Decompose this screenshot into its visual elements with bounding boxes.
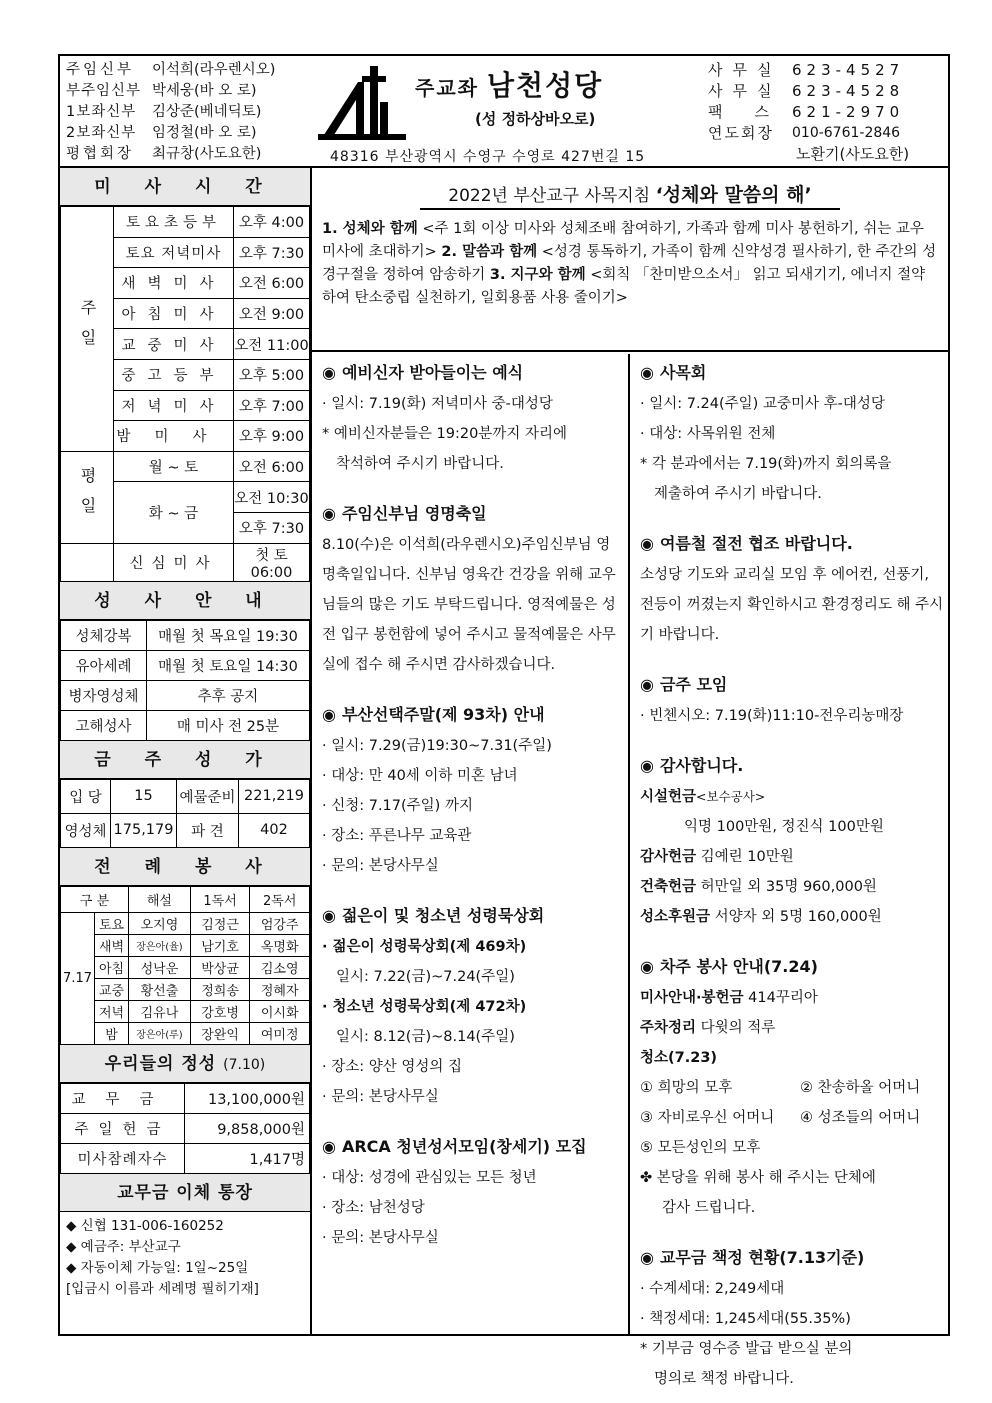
- notice-paragraph: 소성당 기도와 교리실 모임 후 에어컨, 선풍기, 전등이 꺼졌는지 확인하시고 환경정리도 해 주시기 바랍니다.: [640, 567, 944, 643]
- offering-value: 13,100,000원: [185, 1083, 310, 1113]
- bullet-icon: ◉: [322, 1137, 336, 1156]
- mass-time: 오전 6:00: [234, 268, 310, 299]
- mass-name: 교중미사: [114, 329, 234, 360]
- notice-title-text: 젊은이 및 청소년 성령묵상회: [341, 906, 545, 925]
- mass-name: 저녁미사: [114, 390, 234, 421]
- bullet-icon: ◉: [640, 1248, 654, 1267]
- contact-list: [708, 60, 910, 163]
- contact-label: 팩스: [708, 103, 801, 121]
- liturgy-mass: 토요: [95, 912, 129, 934]
- liturgy-mass: 교중: [95, 978, 129, 1000]
- staff-role: 2보좌신부: [66, 125, 137, 141]
- liturgy-person: 정혜자: [250, 978, 310, 1000]
- notice-line: · 문의: 본당사무실: [322, 1089, 439, 1105]
- table-row: [61, 1083, 310, 1113]
- mass-time: 오후 7:30: [234, 237, 310, 268]
- notice-title: [322, 702, 622, 725]
- notice-line: · 일시: 7.19(화) 저녁미사 중-대성당: [322, 396, 553, 412]
- notice-column-2: [630, 354, 948, 1387]
- cleaning-group: ① 희망의 모후: [640, 1080, 733, 1096]
- hymn-number: 175,179: [111, 813, 177, 847]
- contact-value: 623-4527: [792, 61, 905, 79]
- notice-title: [640, 753, 944, 776]
- notice-title-text: 주임신부님 영명축일: [341, 504, 487, 523]
- banner-text: <주 1회 이상 미사와 성체조배 참여하기, 가족과 함께 미사 봉헌하기, 쉬는 교우 미사에 초대하기>: [322, 221, 924, 260]
- notice-title-text: 예비신자 받아들이는 예식: [341, 363, 524, 382]
- banner-body: [322, 218, 938, 310]
- hymn-label: 예물준비: [177, 779, 239, 813]
- table-row: [61, 779, 310, 813]
- offerings-title-text: 우리들의 정성: [104, 1053, 217, 1074]
- liturgy-person: 장완익: [190, 1022, 250, 1044]
- mass-name: 화 ~ 금: [114, 482, 234, 543]
- notice-line: * 예비신자분들은 19:20분까지 자리에: [322, 426, 567, 442]
- liturgy-mass: 저녁: [95, 1000, 129, 1022]
- liturgy-header: 1독서: [190, 886, 250, 912]
- sacrament-value: 매월 첫 목요일 19:30: [147, 620, 310, 650]
- staff-name: 임정철(바 오 로): [152, 125, 257, 141]
- thanks-label: 감사헌금: [640, 849, 697, 865]
- notice-line: 일시: 7.22(금)~7.24(주일): [336, 969, 515, 985]
- notice-title: [322, 360, 622, 383]
- notice-line: · 장소: 푸른나무 교육관: [322, 828, 472, 844]
- notice-line: 착석하여 주시기 바랍니다.: [336, 456, 504, 472]
- notice-line: · 빈첸시오: 7.19(화)11:10-전우리농매장: [640, 708, 904, 724]
- mass-time: 오후 5:00: [234, 359, 310, 390]
- contact-label: 연도회장: [708, 124, 774, 142]
- hymn-number: 402: [239, 813, 310, 847]
- banner-title-emph: ‘성체와 말씀의 해’: [655, 184, 812, 206]
- mass-name: 새벽미사: [114, 268, 234, 299]
- hymn-title: 금 주 성 가: [60, 741, 310, 779]
- liturgy-person: 장은아(루): [129, 1022, 191, 1044]
- offerings-table: [60, 1083, 310, 1174]
- liturgy-table: [60, 886, 310, 1045]
- table-row: [61, 207, 310, 238]
- contact-name: 노환기(사도요한): [796, 145, 910, 163]
- sacrament-name: 성체강복: [61, 620, 147, 650]
- cleaning-group: ④ 성조들의 어머니: [800, 1110, 921, 1126]
- liturgy-mass: 아침: [95, 956, 129, 978]
- liturgy-header: 2독서: [250, 886, 310, 912]
- notice-title: [640, 672, 944, 695]
- bullet-icon: ◉: [640, 957, 654, 976]
- notice-line: · 대상: 성경에 관심있는 모든 청년: [322, 1170, 537, 1186]
- weekday-label: 평일: [61, 451, 114, 543]
- liturgy-header: 해설: [129, 886, 191, 912]
- hymn-table: [60, 779, 310, 848]
- mass-name: 아침미사: [114, 298, 234, 329]
- notice-title-text: 차주 봉사 안내(7.24): [659, 957, 818, 976]
- liturgy-person: 김유나: [129, 1000, 191, 1022]
- notice-line: · 청소년 성령묵상회(제 472차): [322, 999, 527, 1015]
- staff-row: [66, 60, 275, 81]
- service-value: 414꾸리아: [743, 990, 818, 1006]
- liturgy-person: 장은아(율): [129, 934, 191, 956]
- contact-row: [708, 81, 904, 102]
- notice-line: · 장소: 양산 영성의 집: [322, 1059, 462, 1075]
- staff-name: 김상준(베네딕토): [152, 104, 262, 120]
- table-row: [61, 813, 310, 847]
- notice-title: [322, 903, 622, 926]
- sacraments-table: [60, 620, 310, 741]
- mass-name: 토요 저녁미사: [114, 237, 234, 268]
- left-column: [60, 168, 312, 1336]
- staff-name: 이석희(라우렌시오): [152, 62, 276, 78]
- liturgy-person: 이시화: [250, 1000, 310, 1022]
- bank-title: 교무금 이체 통장: [60, 1174, 310, 1212]
- bulletin-page: [58, 54, 950, 1387]
- thanks-label: 성소후원금: [640, 909, 711, 925]
- notice-title: [322, 501, 622, 524]
- banner-bold: 1. 성체와 함께: [322, 221, 418, 237]
- notice-line: 익명 100만원, 정진식 100만원: [684, 819, 884, 835]
- notice-title-text: 교무금 책정 현황(7.13기준): [659, 1248, 865, 1267]
- liturgy-person: 여미정: [250, 1022, 310, 1044]
- mass-time: 오후 7:30: [234, 512, 310, 543]
- bullet-icon: ◉: [322, 906, 336, 925]
- bank-line: ◆ 예금주: 부산교구: [66, 1238, 181, 1255]
- mass-name: 토요초등부: [114, 207, 234, 238]
- sacrament-name: 유아세례: [61, 650, 147, 680]
- mass-time: 오후 4:00: [234, 207, 310, 238]
- church-logo-icon: [318, 62, 408, 142]
- staff-row: [66, 123, 275, 144]
- notice-line: * 각 분과에서는 7.19(화)까지 회의록을: [640, 456, 892, 472]
- notice-title-text: 금주 모임: [659, 675, 728, 694]
- bullet-icon: ◉: [322, 504, 336, 523]
- table-row: [61, 1022, 310, 1044]
- thanks-value: 서양자 외 5명 160,000원: [710, 909, 882, 925]
- sacrament-name: 병자영성체: [61, 680, 147, 710]
- mass-time: 첫 토 06:00: [234, 543, 310, 581]
- mass-time: 오후 9:00: [234, 421, 310, 452]
- table-row: [61, 1000, 310, 1022]
- contact-row: [708, 60, 904, 81]
- offering-name: 미사참례자수: [61, 1143, 185, 1173]
- mass-table: [60, 206, 310, 582]
- notice-title: [640, 360, 944, 383]
- banner-bold: 2. 말씀과 함께: [441, 244, 538, 260]
- notice-line: · 문의: 본당사무실: [322, 858, 439, 874]
- staff-row: [66, 81, 275, 102]
- staff-role: 주임신부: [66, 62, 135, 78]
- header: [60, 56, 948, 168]
- notice-title: [640, 954, 944, 977]
- bullet-icon: ◉: [640, 363, 654, 382]
- staff-list: [66, 60, 275, 165]
- hymn-number: 15: [111, 779, 177, 813]
- notice-title-text: ARCA 청년성서모임(창세기) 모집: [341, 1137, 587, 1156]
- cleaning-group: ⑤ 모든성인의 모후: [640, 1140, 761, 1156]
- table-row: [61, 886, 310, 912]
- liturgy-person: 남기호: [190, 934, 250, 956]
- thanks-label: 시설헌금: [640, 789, 697, 805]
- banner-bold: 3. 지구와 함께: [489, 267, 586, 283]
- table-row: [61, 1143, 310, 1173]
- table-row: [61, 451, 310, 482]
- notice-title: [640, 531, 944, 554]
- mass-name: 중고등부: [114, 359, 234, 390]
- contact-value: 621-2970: [792, 103, 905, 121]
- service-label: 청소(7.23): [640, 1050, 718, 1066]
- liturgy-date: 7.17: [61, 912, 95, 1044]
- contact-value: 010-6761-2846: [792, 125, 901, 141]
- staff-name: 박세웅(바 오 로): [152, 83, 257, 99]
- notice-line: * 기부금 영수증 발급 받으실 분의: [640, 1341, 853, 1357]
- offering-value: 1,417명: [185, 1143, 310, 1173]
- table-row: [61, 680, 310, 710]
- table-row: [61, 650, 310, 680]
- hymn-label: 파 견: [177, 813, 239, 847]
- contact-label: 사무실: [708, 61, 782, 79]
- parish-address: 48316 부산광역시 수영구 수영로 427번길 15: [330, 149, 646, 165]
- parish-subtitle: (성 정하상바오로): [475, 110, 596, 128]
- liturgy-person: 정희송: [190, 978, 250, 1000]
- liturgy-person: 성낙운: [129, 956, 191, 978]
- bank-info: [60, 1212, 310, 1304]
- notice-line: · 일시: 7.24(주일) 교중미사 후-대성당: [640, 396, 885, 412]
- liturgy-mass: 새벽: [95, 934, 129, 956]
- cleaning-group: ② 찬송하올 어머니: [800, 1080, 921, 1096]
- notice-column-1: [312, 354, 630, 1336]
- liturgy-person: 옥명화: [250, 934, 310, 956]
- sacraments-title: 성 사 안 내: [60, 582, 310, 620]
- notice-line: 감사 드립니다.: [662, 1200, 756, 1216]
- banner-text: <성경 통독하기, 가족이 함께 신약성경 필사하기, 한 주간의 성경구절을 정하여 암송하기: [322, 244, 937, 283]
- mass-name: 밤미사: [114, 421, 234, 452]
- notice-line: [640, 1073, 944, 1103]
- notice-line: · 책정세대: 1,245세대(55.35%): [640, 1311, 851, 1327]
- liturgy-person: 박상균: [190, 956, 250, 978]
- service-label: 주차정리: [640, 1020, 697, 1036]
- notice-paragraph: 8.10(수)은 이석희(라우렌시오)주임신부님 영명축일입니다. 신부님 영육간 건강을 위해 교우님들의 많은 기도 부탁드립니다. 영적예물은 성전 입구 봉헌함에 넣어 주시고 물적예물은 사무실에 접수 해 주시면 감사하겠습니다.: [322, 537, 616, 673]
- staff-row: [66, 102, 275, 123]
- sacrament-value: 추후 공지: [147, 680, 310, 710]
- table-row: [61, 543, 310, 581]
- mass-name: 신심미사: [114, 543, 234, 581]
- bank-line: ◆ 신협 131-006-160252: [66, 1217, 224, 1234]
- notice-line: · 대상: 사목위원 전체: [640, 426, 776, 442]
- hymn-label: 영성체: [61, 813, 111, 847]
- notice-title-text: 여름철 절전 협조 바랍니다.: [659, 534, 853, 553]
- notice-title: [322, 1134, 622, 1157]
- notice-line: [640, 782, 944, 812]
- mass-time: 오전 6:00: [234, 451, 310, 482]
- banner-title-line: [420, 186, 839, 210]
- contact-row: [708, 102, 904, 123]
- staff-row: [66, 144, 275, 165]
- notice-line: · 문의: 본당사무실: [322, 1230, 439, 1246]
- notice-title-text: 사목회: [659, 363, 707, 382]
- sacrament-value: 매월 첫 토요일 14:30: [147, 650, 310, 680]
- pastoral-banner: [312, 168, 948, 352]
- banner-title: [322, 168, 938, 210]
- right-area: [312, 168, 948, 1387]
- bullet-icon: ◉: [322, 705, 336, 724]
- offering-name: 교무금: [61, 1083, 185, 1113]
- notice-line: 명의로 책정 바랍니다.: [654, 1371, 794, 1387]
- notice-line: 일시: 8.12(금)~8.14(주일): [336, 1029, 515, 1045]
- offerings-date: (7.10): [223, 1056, 266, 1073]
- bank-line: ◆ 자동이체 가능일: 1일~25일: [66, 1259, 249, 1276]
- mass-title: 미 사 시 간: [60, 168, 310, 206]
- notice-title-text: 감사합니다.: [659, 756, 744, 775]
- liturgy-header: 구 분: [61, 886, 129, 912]
- mass-time: 오전 9:00: [234, 298, 310, 329]
- sacrament-value: 매 미사 전 25분: [147, 710, 310, 740]
- bullet-icon: ◉: [640, 675, 654, 694]
- title-prefix: 주교좌: [415, 76, 479, 100]
- hymn-label: 입 당: [61, 779, 111, 813]
- bullet-icon: ◉: [322, 363, 336, 382]
- parish-title: [415, 64, 603, 104]
- offering-name: 주일헌금: [61, 1113, 185, 1143]
- notice-line: · 젊은이 성령묵상회(제 469차): [322, 939, 527, 955]
- liturgy-person: 엄강주: [250, 912, 310, 934]
- liturgy-person: 오지영: [129, 912, 191, 934]
- notice-line: 제출하여 주시기 바랍니다.: [654, 486, 822, 502]
- contact-row: [708, 123, 904, 144]
- liturgy-person: 강호병: [190, 1000, 250, 1022]
- mass-time: 오후 7:00: [234, 390, 310, 421]
- liturgy-title: 전 례 봉 사: [60, 848, 310, 886]
- bullet-icon: ◉: [640, 756, 654, 775]
- liturgy-person: 김소영: [250, 956, 310, 978]
- notice-line: · 신청: 7.17(주일) 까지: [322, 798, 473, 814]
- notice-line: [640, 1103, 944, 1133]
- staff-role: 1보좌신부: [66, 104, 137, 120]
- cleaning-group: ③ 자비로우신 어머니: [640, 1110, 775, 1126]
- thanks-value: 허만일 외 35명 960,000원: [696, 879, 877, 895]
- service-value: 다윗의 적루: [696, 1020, 776, 1036]
- mass-time: 오전 11:00: [234, 329, 310, 360]
- liturgy-person: 김정근: [190, 912, 250, 934]
- thanks-value: 김예린 10만원: [696, 849, 794, 865]
- notice-line: [640, 902, 944, 932]
- mass-time: 오전 10:30: [234, 482, 310, 513]
- offerings-title: [60, 1045, 310, 1083]
- notice-line: [640, 872, 944, 902]
- contact-value: 623-4528: [792, 82, 905, 100]
- table-row: [61, 956, 310, 978]
- notice-line: · 수계세대: 2,249세대: [640, 1281, 785, 1297]
- service-label: 미사안내·봉헌금: [640, 990, 744, 1006]
- notice-line: ✤ 본당을 위해 봉사 해 주시는 단체에: [640, 1170, 876, 1186]
- notice-line: [640, 842, 944, 872]
- contact-label: 사무실: [708, 82, 782, 100]
- liturgy-person: 황선출: [129, 978, 191, 1000]
- table-row: [61, 620, 310, 650]
- mass-name: 월 ~ 토: [114, 451, 234, 482]
- banner-title-prefix: 2022년 부산교구 사목지침: [448, 186, 651, 206]
- table-row: [61, 1113, 310, 1143]
- notice-line: · 대상: 만 40세 이하 미혼 남녀: [322, 768, 518, 784]
- notice-title: [640, 1245, 944, 1268]
- staff-name: 최규창(사도요한): [152, 146, 262, 162]
- sunday-label: 주일: [61, 207, 114, 452]
- thanks-note: <보수공사>: [696, 789, 766, 804]
- table-row: [61, 912, 310, 934]
- table-row: [61, 978, 310, 1000]
- banner-text: <회칙 「찬미받으소서」 읽고 되새기기, 에너지 절약하여 탄소중립 실천하기, 일회용품 사용 줄이기>: [322, 267, 926, 306]
- offering-value: 9,858,000원: [185, 1113, 310, 1143]
- sacrament-name: 고해성사: [61, 710, 147, 740]
- notice-line: [640, 1013, 944, 1043]
- table-row: [61, 710, 310, 740]
- hymn-number: 221,219: [239, 779, 310, 813]
- thanks-label: 건축헌금: [640, 879, 697, 895]
- notice-line: [640, 983, 944, 1013]
- staff-role: 평협회장: [66, 146, 135, 162]
- title-name: 남천성당: [486, 69, 604, 102]
- liturgy-mass: 밤: [95, 1022, 129, 1044]
- bank-line: [입금시 이름과 세례명 필히기재]: [66, 1280, 259, 1297]
- table-row: [61, 934, 310, 956]
- notice-line: · 일시: 7.29(금)19:30~7.31(주일): [322, 738, 552, 754]
- bullet-icon: ◉: [640, 534, 654, 553]
- staff-role: 부주임신부: [66, 83, 142, 99]
- notice-title-text: 부산선택주말(제 93차) 안내: [341, 705, 545, 724]
- notice-line: · 장소: 남천성당: [322, 1200, 425, 1216]
